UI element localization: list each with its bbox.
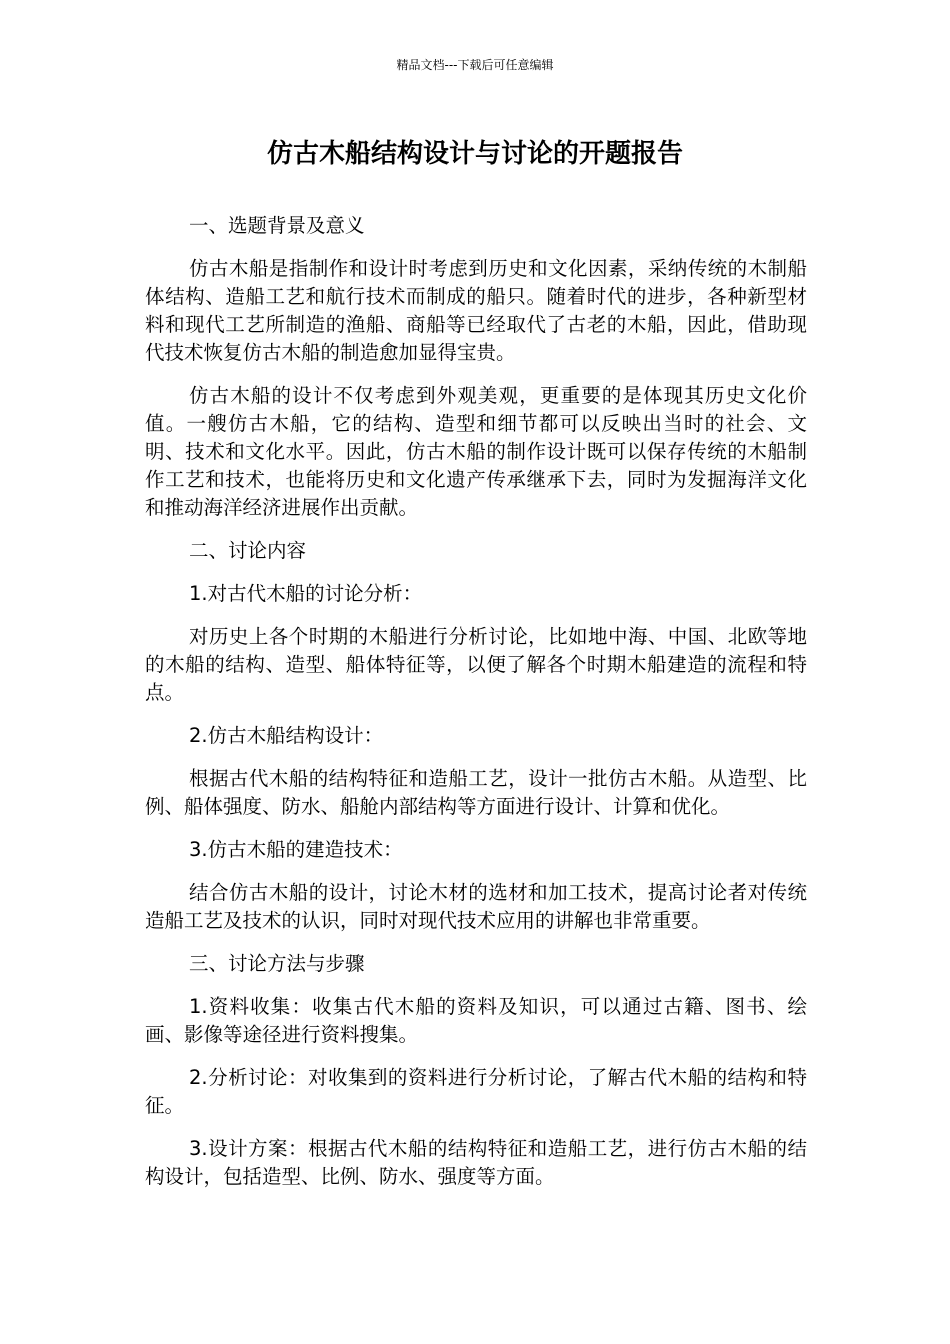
paragraph-background-1: 仿古木船是指制作和设计时考虑到历史和文化因素，采纳传统的木制船体结构、造船工艺和航行技术而制成的船只。随着时代的进步，各种新型材料和现代工艺所制造的渔船、商船等已经取代了古老的木船，因此，借助现代技术恢复仿古木船的制造愈加显得宝贵。 <box>145 257 807 364</box>
page-header-note: 精品文档---下载后可任意编辑 <box>396 58 554 72</box>
paragraph-building-technique: 结合仿古木船的设计，讨论木材的选材和加工技术，提高讨论者对传统造船工艺及技术的认识，同时对现代技术应用的讲解也非常重要。 <box>145 881 807 932</box>
paragraph-method-collection: 1.资料收集：收集古代木船的资料及知识，可以通过古籍、图书、绘画、影像等途径进行资料搜集。 <box>145 995 807 1046</box>
subheading-structure-design: 2.仿古木船结构设计： <box>189 724 384 747</box>
paragraph-method-analysis: 2.分析讨论：对收集到的资料进行分析讨论，了解古代木船的结构和特征。 <box>145 1066 807 1117</box>
subheading-building-technique: 3.仿古木船的建造技术： <box>189 838 403 861</box>
section-heading-methods: 三、讨论方法与步骤 <box>189 952 365 975</box>
subheading-ancient-analysis: 1.对古代木船的讨论分析： <box>189 582 423 605</box>
section-heading-content: 二、讨论内容 <box>189 539 307 562</box>
paragraph-background-2: 仿古木船的设计不仅考虑到外观美观，更重要的是体现其历史文化价值。一艘仿古木船，它的结构、造型和细节都可以反映出当时的社会、文明、技术和文化水平。因此，仿古木船的制作设计既可以保存传统的木船制作工艺和技术，也能将历史和文化遗产传承继承下去，同时为发掘海洋文化和推动海洋经济进展作出贡献。 <box>145 384 807 519</box>
document-title: 仿古木船结构设计与讨论的开题报告 <box>266 139 683 169</box>
section-heading-background: 一、选题背景及意义 <box>189 214 365 237</box>
paragraph-method-design: 3.设计方案：根据古代木船的结构特征和造船工艺，进行仿古木船的结构设计，包括造型、比例、防水、强度等方面。 <box>145 1137 807 1188</box>
document-body <box>145 212 807 1206</box>
paragraph-structure-design: 根据古代木船的结构特征和造船工艺，设计一批仿古木船。从造型、比例、船体强度、防水、船舱内部结构等方面进行设计、计算和优化。 <box>145 767 807 818</box>
paragraph-ancient-analysis: 对历史上各个时期的木船进行分析讨论，比如地中海、中国、北欧等地的木船的结构、造型、船体特征等，以便了解各个时期木船建造的流程和特点。 <box>145 625 807 704</box>
